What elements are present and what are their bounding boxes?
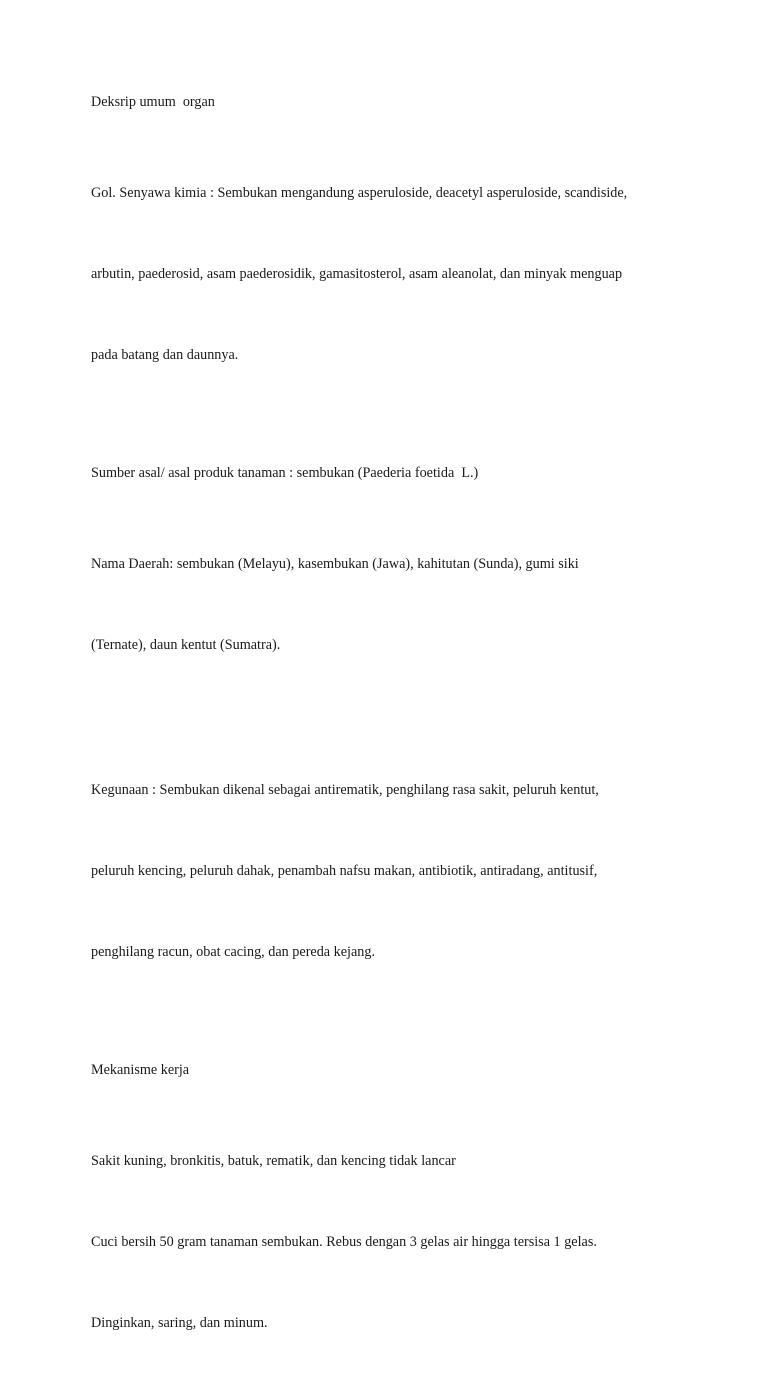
text-line: Cuci bersih 50 gram tanaman sembukan. Rebus dengan 3 gelas air hingga tersisa 1 gelas. — [91, 1234, 597, 1250]
heading-mekanisme-kerja: Mekanisme kerja — [91, 1062, 190, 1078]
paragraph-nama-daerah — [91, 497, 691, 713]
text-line: penghilang racun, obat cacing, dan pereda kejang. — [91, 944, 376, 960]
text-line: Gol. Senyawa kimia : Sembukan mengandung asperuloside, deacetyl asperuloside, scandiside, — [91, 185, 628, 201]
paragraph-golongan-senyawa — [91, 126, 691, 423]
paragraph-spacer — [91, 1030, 691, 1057]
text-line: Dinginkan, saring, dan minum. — [91, 1315, 268, 1331]
text-line: pada batang dan daunnya. — [91, 347, 239, 363]
heading-deskripsi-umum: Deksrip umum organ — [91, 94, 215, 110]
text-line: Sakit kuning, bronkitis, batuk, rematik, dan kencing tidak lancar — [91, 1153, 456, 1169]
paragraph-mekanisme — [91, 1094, 691, 1391]
document-body — [91, 89, 691, 1391]
paragraph-spacer — [91, 433, 691, 460]
text-line: (Ternate), daun kentut (Sumatra). — [91, 637, 281, 653]
paragraph-kegunaan — [91, 723, 691, 1020]
text-line: Kegunaan : Sembukan dikenal sebagai antirematik, penghilang rasa sakit, peluruh kentut, — [91, 782, 599, 798]
text-line: Nama Daerah: sembukan (Melayu), kasembukan (Jawa), kahitutan (Sunda), gumi siki — [91, 556, 579, 572]
text-line: arbutin, paederosid, asam paederosidik, gamasitosterol, asam aleanolat, dan minyak menguap — [91, 266, 623, 282]
text-line: peluruh kencing, peluruh dahak, penambah nafsu makan, antibiotik, antiradang, antitusif, — [91, 863, 598, 879]
paragraph-sumber-asal: Sumber asal/ asal produk tanaman : sembukan (Paederia foetida L.) — [91, 465, 479, 481]
